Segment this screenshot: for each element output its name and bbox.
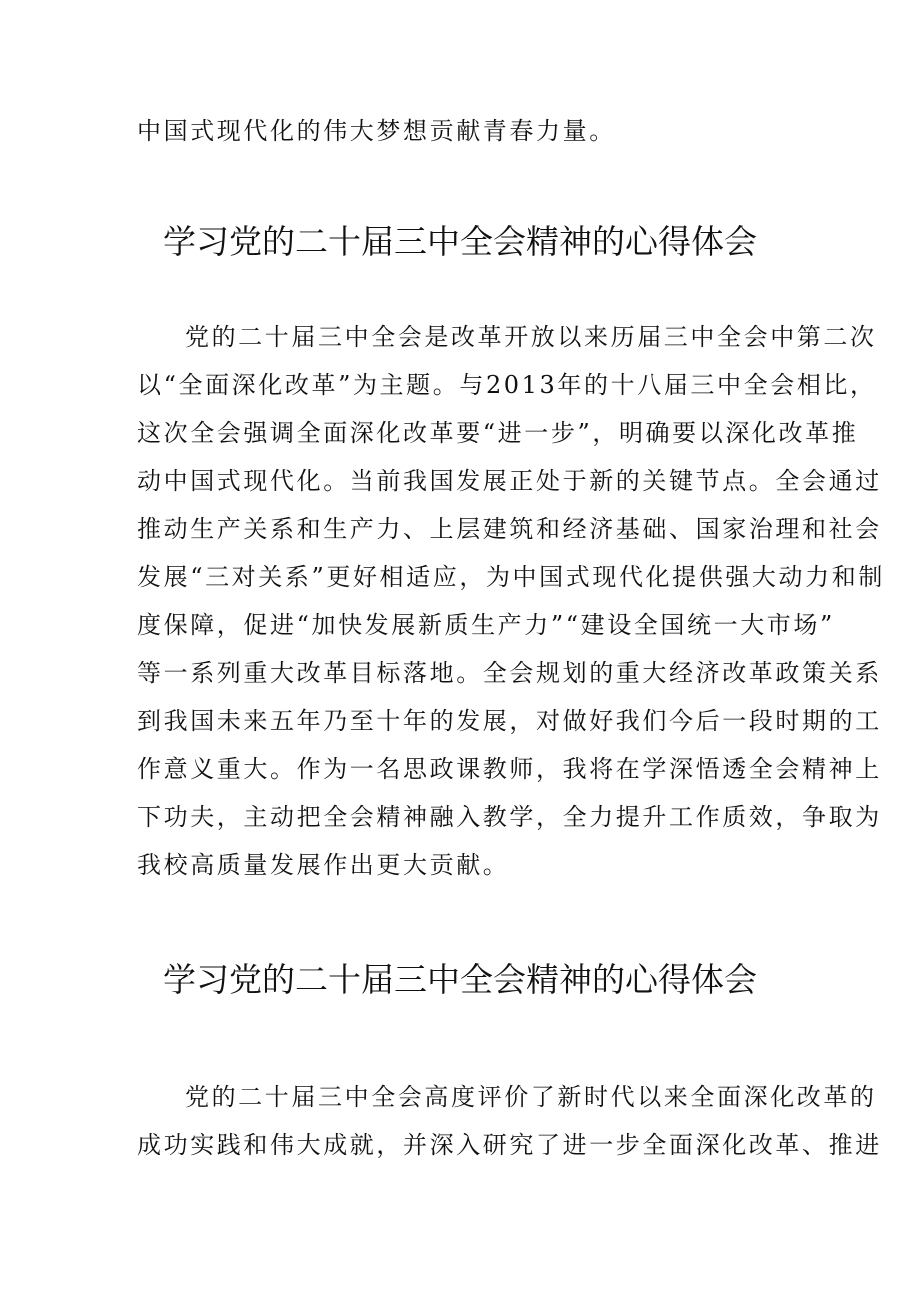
section-1-line-6: 发展“三对关系”更好相适应，为中国式现代化提供强大动力和制 [137, 563, 885, 591]
section-1-line-3: 这次全会强调全面深化改革要“进一步”，明确要以深化改革推 [137, 419, 859, 447]
section-2-heading: 学习党的二十届三中全会精神的心得体会 [163, 960, 757, 999]
section-1-line-12: 我校高质量发展作出更大贡献。 [137, 851, 510, 879]
section-1-heading: 学习党的二十届三中全会精神的心得体会 [163, 222, 757, 261]
section-1-line-7: 度保障，促进“加快发展新质生产力”“建设全国统一大市场” [137, 611, 835, 639]
section-1-line-8: 等一系列重大改革目标落地。全会规划的重大经济改革政策关系 [137, 659, 882, 687]
section-1-line-9: 到我国未来五年乃至十年的发展，对做好我们今后一段时期的工 [137, 707, 882, 735]
section-1-line-2: 以“全面深化改革”为主题。与2013年的十八届三中全会相比， [137, 371, 877, 399]
section-1-line-11: 下功夫，主动把全会精神融入教学，全力提升工作质效，争取为 [137, 803, 882, 831]
intro-tail-line: 中国式现代化的伟大梦想贡献青春力量。 [137, 117, 616, 145]
section-1-line-1: 党的二十届三中全会是改革开放以来历届三中全会中第二次 [185, 323, 877, 351]
section-1-line-10: 作意义重大。作为一名思政课教师，我将在学深悟透全会精神上 [137, 755, 882, 783]
section-2-line-1: 党的二十届三中全会高度评价了新时代以来全面深化改革的 [185, 1083, 877, 1111]
section-1-line-4: 动中国式现代化。当前我国发展正处于新的关键节点。全会通过 [137, 467, 882, 495]
section-1-line-5: 推动生产关系和生产力、上层建筑和经济基础、国家治理和社会 [137, 515, 882, 543]
section-2-line-2: 成功实践和伟大成就，并深入研究了进一步全面深化改革、推进 [137, 1131, 882, 1159]
